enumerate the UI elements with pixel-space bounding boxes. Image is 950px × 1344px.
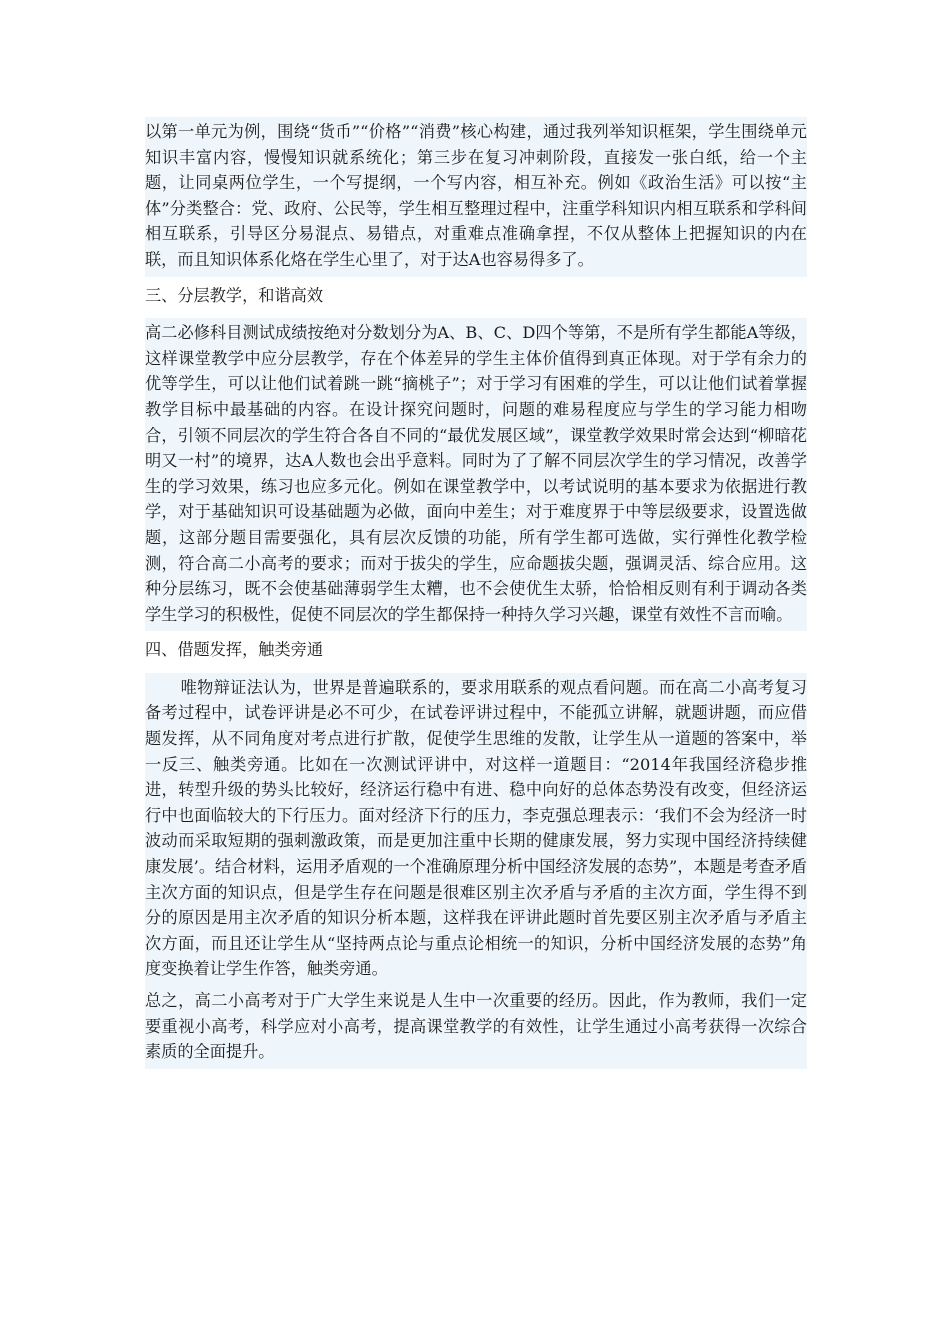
- paragraph-unit-example: 以第一单元为例，围绕“货币”“价格”“消费”核心构建，通过我列举知识框架，学生围绕单元知识丰富内容，慢慢知识就系统化；第三步在复习冲刺阶段，直接发一张白纸，给一个主题，让同桌两位学生，一个写提纲，一个写内容，相互补充。例如《政治生活》可以按“主体”分类整合：党、政府、公民等，学生相互整理过程中，注重学科知识内相互联系和学科间相互联系，引导区分易混点、易错点，对重难点准确拿捏，不仅从整体上把握知识的内在联，而且知识体系化烙在学生心里了，对于达A也容易得多了。: [145, 117, 807, 277]
- paragraph-layered-teaching: 高二必修科目测试成绩按绝对分数划分为A、B、C、D四个等第，不是所有学生都能A等级，这样课堂教学中应分层教学，存在个体差异的学生主体价值得到真正体现。对于学有余力的优等学生，可以让他们试着跳一跳“摘桃子”；对于学习有困难的学生，可以让他们试着掌握教学目标中最基础的内容。在设计探究问题时，问题的难易程度应与学生的学习能力相吻合，引领不同层次的学生符合各自不同的“最优发展区域”，课堂教学效果时常会达到“柳暗花明又一村”的境界，达A人数也会出乎意料。同时为了了解不同层次学生的学习情况，改善学生的学习效果，练习也应多元化。例如在课堂教学中，以考试说明的基本要求为依据进行教学，对于基础知识可设基础题为必做，面向中差生；对于难度界于中等层级要求，设置选做题，这部分题目需要强化，具有层次反馈的功能，所有学生都可选做，实行弹性化教学检测，符合高二小高考的要求；而对于拔尖的学生，应命题拔尖题，强调灵活、综合应用。这种分层练习，既不会使基础薄弱学生太糟，也不会使优生太骄，恰恰相反则有利于调动各类学生学习的积极性，促使不同层次的学生都保持一种持久学习兴趣，课堂有效性不言而喻。: [145, 318, 807, 631]
- section-heading-4: 四、借题发挥，触类旁通: [145, 631, 807, 673]
- section-heading-3: 三、分层教学，和谐高效: [145, 277, 807, 319]
- paragraph-dialectics: 唯物辩证法认为，世界是普遍联系的，要求用联系的观点看问题。而在高二小高考复习备考过程中，试卷评讲是必不可少，在试卷评讲过程中，不能孤立讲解，就题讲题，而应借题发挥，从不同角度对考点进行扩散，促使学生思维的发散，让学生从一道题的答案中，举一反三、触类旁通。比如在一次测试评讲中，对这样一道题目：“2014年我国经济稳步推进，转型升级的势头比较好，经济运行稳中有进、稳中向好的总体态势没有改变，但经济运行中也面临较大的下行压力。面对经济下行的压力，李克强总理表示：‘我们不会为经济一时波动而采取短期的强刺激政策，而是更加注重中长期的健康发展，努力实现中国经济持续健康发展’。结合材料，运用矛盾观的一个准确原理分析中国经济发展的态势”，本题是考查矛盾主次方面的知识点，但是学生存在问题是很难区别主次矛盾与矛盾的主次方面，学生得不到分的原因是用主次矛盾的知识分析本题，这样我在评讲此题时首先要区别主次矛盾与矛盾主次方面，而且还让学生从“坚持两点论与重点论相统一的知识，分析中国经济发展的态势”角度变换着让学生作答，触类旁通。: [145, 673, 807, 986]
- document-page: [145, 117, 807, 1069]
- paragraph-conclusion: 总之，高二小高考对于广大学生来说是人生中一次重要的经历。因此，作为教师，我们一定要重视小高考，科学应对小高考，提高课堂教学的有效性，让学生通过小高考获得一次综合素质的全面提升。: [145, 986, 807, 1069]
